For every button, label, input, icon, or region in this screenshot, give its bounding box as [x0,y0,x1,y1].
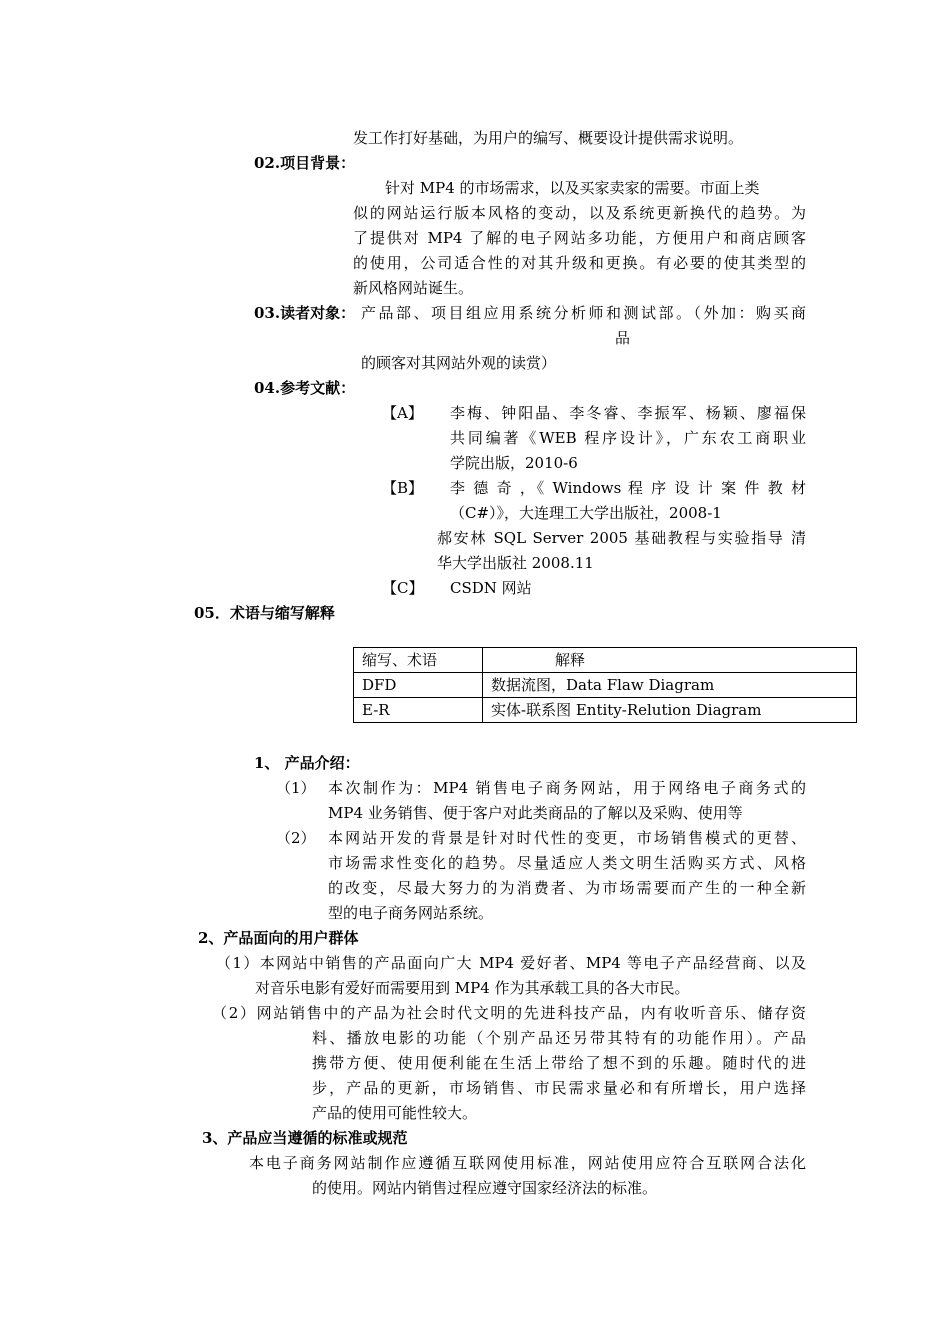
readers-tail: 的顾客对其网站外观的读赏） [361,354,557,372]
table-header-cell: 解释 [483,648,857,673]
table-cell: DFD [354,673,483,698]
user-groups-p1-line: 对音乐电影有爱好而需要用到 MP4 作为其承载工具的各大市民。 [255,979,690,997]
table-row [354,673,857,698]
reference-extra-line: 华大学出版社 2008.11 [437,554,594,572]
readers-heading: 03.读者对象： [254,304,356,322]
product-intro-p2-number: （2） [276,829,316,847]
reference-c-text: CSDN 网站 [450,579,532,597]
standards-line: 本电子商务网站制作应遵循互联网使用标准，网站使用应符合互联网合法化 [249,1154,806,1172]
reference-a-line: 李梅、钟阳晶、李冬睿、李振军、杨颖、廖福保 [450,404,806,422]
table-cell: E-R [354,698,483,723]
background-line: 似的网站运行版本风格的变动，以及系统更新换代的趋势。为 [353,204,806,222]
product-intro-p1-line: MP4 业务销售、便于客户对此类商品的了解以及采购、使用等 [328,804,743,822]
table-cell: 实体-联系图 Entity-Relution Diagram [483,698,857,723]
product-intro-p2-line: 的改变，尽最大努力的为消费者、为市场需要而产生的一种全新 [328,879,806,897]
references-heading: 04.参考文献： [254,379,356,397]
reference-b-line: （C#）》，大连理工大学出版社，2008-1 [450,504,722,522]
user-groups-p2-line: 产品的使用可能性较大。 [312,1104,478,1122]
product-intro-p1-number: （1） [276,779,316,797]
reference-a-tag: 【A】 [382,404,423,422]
terms-heading: 05．术语与缩写解释 [194,604,335,622]
user-groups-p2-line: （2）网站销售中的产品为社会时代文明的先进科技产品，内有收听音乐、储存资 [212,1004,806,1022]
table-cell: 数据流图，Data Flaw Diagram [483,673,857,698]
reference-c-tag: 【C】 [382,579,424,597]
background-line: 了提供对 MP4 了解的电子网站多功能，方便用户和商店顾客 [353,229,806,247]
reference-a-line: 共同编著《WEB 程序设计》，广东农工商职业 [450,429,806,447]
product-intro-p2-line: 本网站开发的背景是针对时代性的变更，市场销售模式的更替、 [328,829,806,847]
table-header-row [354,648,857,673]
user-groups-p2-line: 步，产品的更新，市场销售、市民需求量必和有所增长，用户选择 [312,1079,806,1097]
background-line: 新风格网站诞生。 [353,279,474,297]
readers-text: 产品部、项目组应用系统分析师和测试部。（外加：购买商 [361,304,806,322]
user-groups-p2-line: 料、播放电影的功能（个别产品还另带其特有的功能作用）。产品 [312,1029,806,1047]
terms-table [353,647,857,723]
product-intro-p2-line: 市场需求性变化的趋势。尽量适应人类文明生活购买方式、风格 [328,854,806,872]
intro-tail-line: 发工作打好基础，为用户的编写、概要设计提供需求说明。 [353,129,744,147]
reference-extra-line: 郝安林 SQL Server 2005 基础教程与实验指导 清 [437,529,806,547]
table-row [354,698,857,723]
reference-a-line: 学院出版，2010-6 [450,454,578,472]
product-intro-p2-line: 型的电子商务网站系统。 [328,904,494,922]
background-line: 的使用，公司适合性的对其升级和更换。有必要的使其类型的 [353,254,806,272]
background-line: 针对 MP4 的市场需求，以及买家卖家的需要。市面上类 [385,179,760,197]
standards-line: 的使用。网站内销售过程应遵守国家经济法的标准。 [312,1179,658,1197]
background-heading: 02.项目背景： [254,154,356,172]
readers-wrap: 品 [615,329,631,347]
product-intro-heading: 1、 产品介绍： [254,754,360,772]
product-intro-p1-line: 本次制作为：MP4 销售电子商务网站，用于网络电子商务式的 [328,779,806,797]
user-groups-p1-line: （1）本网站中销售的产品面向广大 MP4 爱好者、MP4 等电子产品经营商、以及 [216,954,806,972]
reference-b-tag: 【B】 [382,479,424,497]
user-groups-p2-line: 携带方便、使用便利能在生活上带给了想不到的乐趣。随时代的进 [312,1054,806,1072]
user-groups-heading: 2、产品面向的用户群体 [198,929,359,947]
standards-heading: 3、产品应当遵循的标准或规范 [202,1129,408,1147]
reference-b-line: 李 德 奇 ，《 Windows 程 序 设 计 案 件 教 材 [450,479,806,497]
table-header-cell: 缩写、术语 [354,648,483,673]
